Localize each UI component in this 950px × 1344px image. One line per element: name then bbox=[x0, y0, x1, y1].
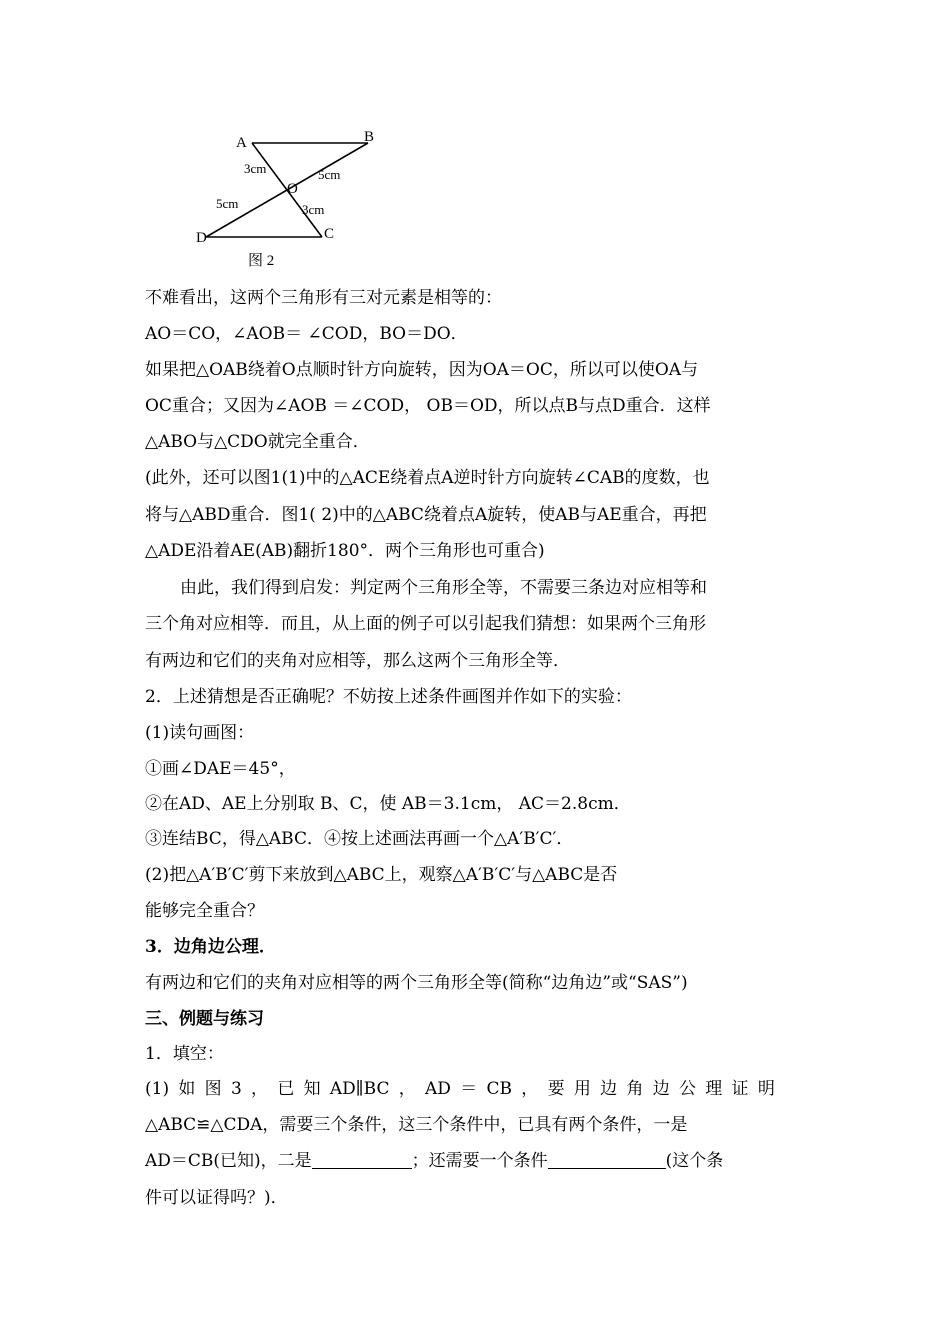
word: 3 bbox=[230, 1079, 242, 1099]
text-line: 有两边和它们的夹角对应相等的两个三角形全等(简称“边角边”或“SAS”) bbox=[145, 973, 688, 993]
word: 知 bbox=[303, 1079, 321, 1099]
word: ， bbox=[251, 1079, 269, 1099]
label-c: C bbox=[324, 226, 335, 242]
text-line: △ADE沿着AE(AB)翻折180°．两个三角形也可重合) bbox=[145, 541, 545, 561]
text-line: ①画∠DAE＝45°， bbox=[145, 759, 296, 779]
label-a: A bbox=[236, 135, 247, 151]
text-line: 能够完全重合？ bbox=[145, 901, 264, 921]
measure-oc: 3cm bbox=[302, 202, 325, 217]
measure-ob: 5cm bbox=[318, 167, 341, 182]
text-line: ②在AD、AE上分别取 B、C，使 AB＝3.1cm， AC＝2.8cm． bbox=[145, 794, 631, 814]
word: 用 bbox=[573, 1079, 591, 1099]
text-line: 件可以证得吗？)． bbox=[145, 1188, 288, 1208]
text-line: OC重合；又因为∠AOB ＝∠COD， OB＝OD，所以点B与点D重合．这样 bbox=[145, 396, 711, 416]
word: 如 bbox=[178, 1079, 196, 1099]
section-heading: 3．边角边公理． bbox=[145, 937, 276, 957]
triangle-diagram bbox=[190, 125, 390, 275]
measure-ao: 3cm bbox=[244, 161, 267, 176]
word: 要 bbox=[547, 1079, 565, 1099]
word: 理 bbox=[705, 1079, 723, 1099]
figure-caption: 图 2 bbox=[248, 253, 275, 269]
text-segment: ；还需要一个条件 bbox=[411, 1151, 548, 1171]
text-line: AO＝CO，∠AOB＝ ∠COD，BO＝DO． bbox=[145, 324, 468, 344]
text-line: △ABC≌△CDA，需要三个条件，这三个条件中，已具有两个条件，一是 bbox=[145, 1115, 688, 1135]
word: 图 bbox=[204, 1079, 222, 1099]
word: 明 bbox=[757, 1079, 775, 1099]
text-line: ③连结BC，得△ABC．④按上述画法再画一个△A′B′C′． bbox=[145, 829, 574, 849]
text-line: 有两边和它们的夹角对应相等，那么这两个三角形全等． bbox=[145, 651, 570, 671]
text-line: 如果把△OAB绕着O点顺时针方向旋转，因为OA＝OC，所以可以使OA与 bbox=[145, 360, 699, 380]
text-line: 不难看出，这两个三角形有三对元素是相等的： bbox=[145, 288, 502, 308]
answer-blank-2[interactable] bbox=[548, 1150, 666, 1169]
label-o: O bbox=[287, 181, 298, 197]
text-line: 1．填空： bbox=[145, 1044, 224, 1064]
section-heading: 三、例题与练习 bbox=[145, 1009, 264, 1029]
figure-2-diagram bbox=[190, 125, 390, 275]
text-segment: AD＝CB(已知)，二是 bbox=[145, 1151, 312, 1171]
word: 角 bbox=[626, 1079, 644, 1099]
word: 已 bbox=[277, 1079, 295, 1099]
word: ， bbox=[398, 1079, 416, 1099]
word: 公 bbox=[678, 1079, 696, 1099]
text-line: 三个角对应相等．而且，从上面的例子可以引起我们猜想：如果两个三角形 bbox=[145, 614, 706, 634]
word: 证 bbox=[731, 1079, 749, 1099]
label-d: D bbox=[196, 230, 207, 246]
label-b: B bbox=[364, 129, 375, 145]
text-line: △ABO与△CDO就完全重合． bbox=[145, 432, 370, 452]
text-line-justified bbox=[145, 1077, 775, 1101]
word: 边 bbox=[600, 1079, 618, 1099]
word: ＝ bbox=[460, 1079, 478, 1099]
word: 边 bbox=[652, 1079, 670, 1099]
word: AD∥BC bbox=[329, 1079, 390, 1099]
text-line: 2．上述猜想是否正确呢？不妨按上述条件画图并作如下的实验： bbox=[145, 687, 632, 707]
measure-do: 5cm bbox=[216, 196, 239, 211]
text-segment: (这个条 bbox=[665, 1151, 724, 1171]
text-line-with-blanks bbox=[145, 1149, 723, 1173]
answer-blank-1[interactable] bbox=[312, 1150, 412, 1169]
word: (1) bbox=[145, 1079, 170, 1099]
text-line: 将与△ABD重合．图1( 2)中的△ABC绕着点A旋转，使AB与AE重合，再把 bbox=[145, 505, 707, 525]
word: ， bbox=[521, 1079, 539, 1099]
text-line: (2)把△A′B′C′剪下来放到△ABC上，观察△A′B′C′与△ABC是否 bbox=[145, 865, 618, 885]
text-line: 由此，我们得到启发：判定两个三角形全等，不需要三条边对应相等和 bbox=[180, 578, 707, 598]
word: CB bbox=[486, 1079, 513, 1099]
text-line: (1)读句画图： bbox=[145, 723, 255, 743]
text-line: (此外，还可以图1(1)中的△ACE绕着点A逆时针方向旋转∠CAB的度数，也 bbox=[145, 468, 710, 488]
word: AD bbox=[425, 1079, 451, 1099]
